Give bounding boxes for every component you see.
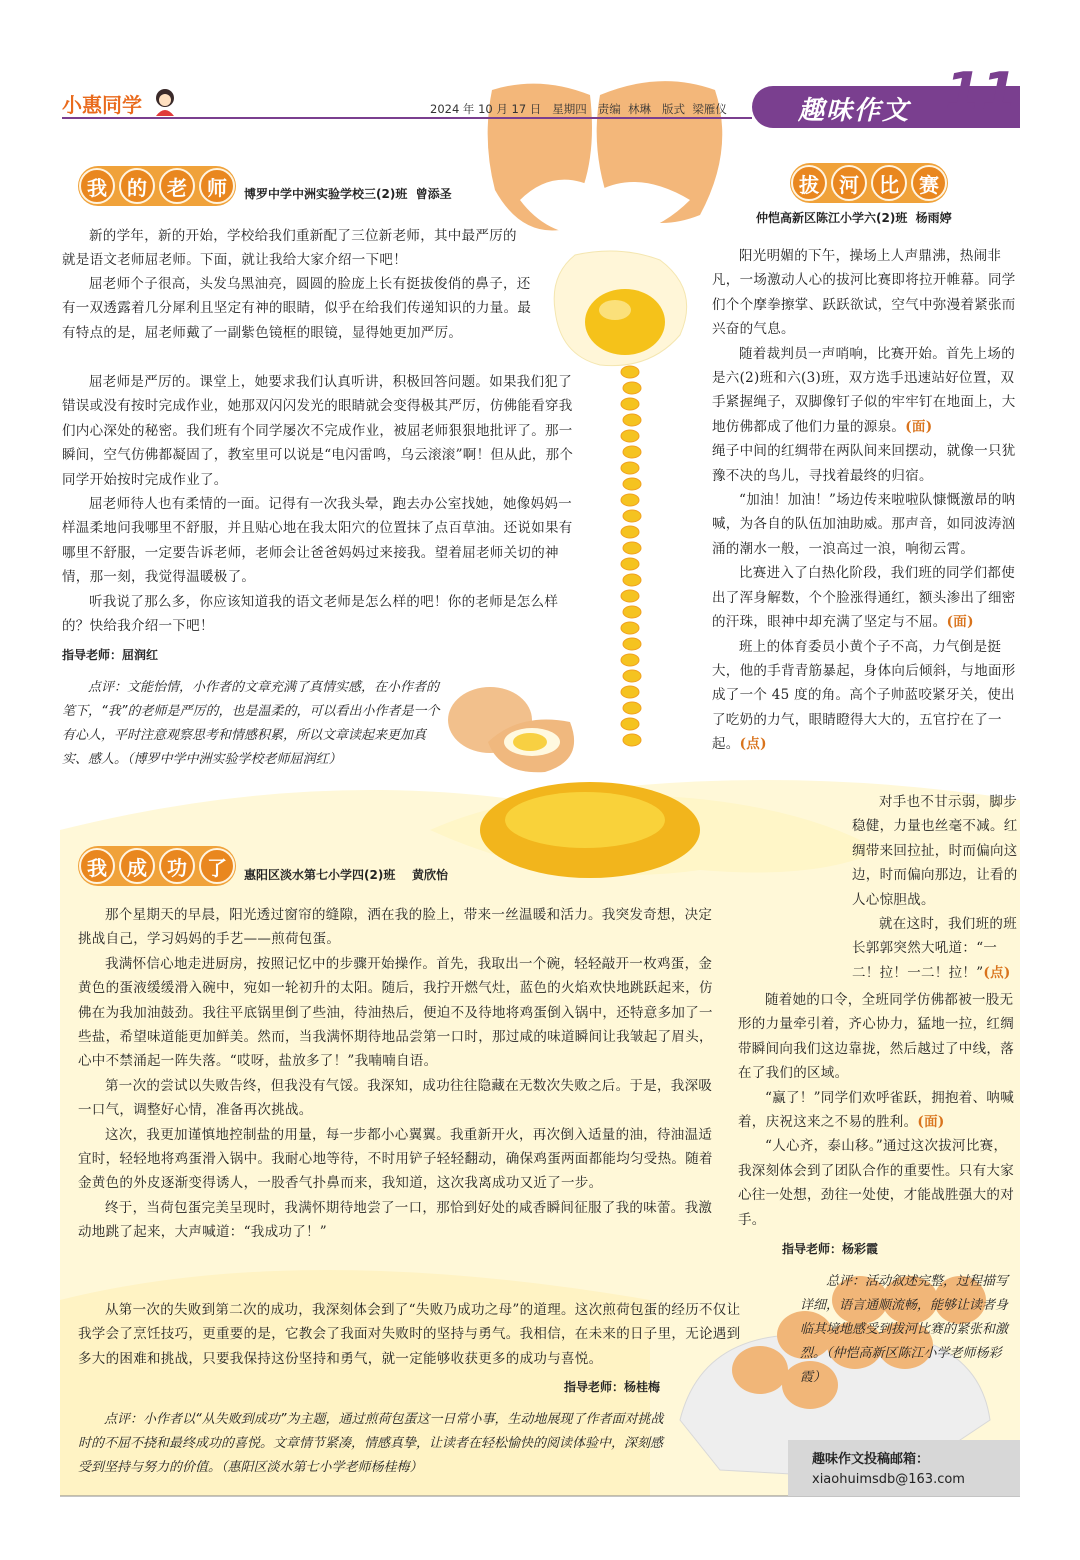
article2-byline: 仲恺高新区陈江小学六(2)班 杨雨婷 bbox=[756, 211, 952, 225]
page-number: 11 bbox=[945, 62, 1018, 122]
article3-body-last bbox=[78, 1298, 746, 1371]
title-char: 师 bbox=[199, 168, 235, 204]
article1-body-c bbox=[62, 370, 577, 638]
paragraph: “人心齐，泰山移。”通过这次拔河比赛，我深刻体会到了团队合作的重要性。只有大家心往一处想，劲往一处使，才能战胜强大的对手。 bbox=[738, 1138, 1014, 1228]
title-char: 的 bbox=[119, 168, 155, 204]
paragraph: 绳子中间的红绸带在两队间来回摆动，就像一只犹豫不决的鸟儿，寻找着最终的归宿。 bbox=[712, 443, 1016, 484]
header-rule bbox=[62, 117, 752, 119]
title-char: 老 bbox=[159, 168, 195, 204]
article2-teacher: 指导老师：杨彩霞 bbox=[782, 1242, 879, 1256]
section-title: 趣味作文 bbox=[798, 96, 911, 126]
paragraph: 随着裁判员一声哨响，比赛开始。首先上场的是六(2)班和六(3)班，双方选手迅速站好位置，双手紧握绳子，双脚像钉子似的牢牢钉在地面上，大地仿佛都成了他们力量的源泉。(面) bbox=[712, 345, 1016, 435]
paragraph: “赢了！”同学们欢呼雀跃，拥抱着、呐喊着，庆祝这来之不易的胜利。(面) bbox=[738, 1089, 1015, 1131]
article1-teacher: 指导老师：屈润红 bbox=[62, 648, 159, 662]
paragraph: 阳光明媚的下午，操场上人声鼎沸，热闹非凡，一场激动人心的拔河比赛即将拉开帷幕。同学们个个摩拳擦掌、跃跃欲试，空气中弥漫着紧张而兴奋的气息。 bbox=[712, 248, 1016, 338]
title-char: 我 bbox=[79, 168, 115, 204]
paragraph: 屈老师是严厉的。课堂上，她要求我们认真听讲，积极回答问题。如果我们犯了错误或没有按时完成作业，她那双闪闪发光的眼睛就会变得极其严厉，仿佛能看穿我们内心深处的秘密。我们班有个同学屡次不完成作业，被屈老师狠狠地批评了。那一瞬间，空气仿佛都凝固了，教室里可以说是“电闪雷鸣，乌云滚滚”啊！但从此，那个同学开始按时完成作业了。 bbox=[62, 374, 574, 488]
paragraph: 就在这时，我们班的班长郭郭突然大吼道：“一二！拉！一二！拉！”(点) bbox=[852, 916, 1017, 981]
mark-label: (面) bbox=[905, 418, 933, 435]
article2-body-a bbox=[712, 244, 1020, 757]
article3-comment: 点评：小作者以“从失败到成功”为主题，通过煎荷包蛋这一日常小事，生动地展现了作者面对挑战时的不屈不挠和最终成功的喜悦。文章情节紧凑，情感真挚，让读者在轻松愉快的阅读体验中，深刻感受到坚持与努力的价值。（惠阳区淡水第七小学老师杨桂梅） bbox=[78, 1412, 664, 1475]
mark-label: (点) bbox=[983, 964, 1011, 981]
submission-email[interactable]: xiaohuimsdb@163.com bbox=[812, 1472, 965, 1487]
title-char: 拔 bbox=[791, 165, 827, 201]
article3-body bbox=[78, 903, 720, 1245]
title-char: 成 bbox=[119, 848, 155, 884]
paragraph: 新的学年，新的开始，学校给我们重新配了三位新老师，其中最严厉的就是语文老师屈老师。下面，就让我给大家介绍一下吧！ bbox=[62, 228, 517, 269]
title-char: 我 bbox=[79, 848, 115, 884]
paragraph: 第一次的尝试以失败告终，但我没有气馁。我深知，成功往往隐藏在无数次失败之后。于是，我深吸一口气，调整好心情，准备再次挑战。 bbox=[78, 1077, 713, 1119]
mark-label: (点) bbox=[739, 736, 767, 753]
logo-text: 小惠同学 bbox=[62, 92, 142, 117]
mark-label: (面) bbox=[917, 1114, 945, 1131]
title-char: 赛 bbox=[911, 165, 947, 201]
article2-title bbox=[790, 163, 948, 203]
article2-comment: 总评：活动叙述完整，过程描写详细，语言通顺流畅，能够让读者身临其境地感受到拔河比赛的紧张和激烈。（仲恺高新区陈江小学老师杨彩霞） bbox=[800, 1274, 1009, 1385]
paragraph: 屈老师个子很高，头发乌黑油亮，圆圆的脸庞上长有挺拔俊俏的鼻子，还有一双透露着几分犀利且坚定有神的眼睛，似乎在给我们传递知识的力量。最有特点的是，屈老师戴了一副紫色镜框的眼镜，显得她更加严厉。 bbox=[62, 276, 532, 341]
article1-comment: 点评：文能怡情，小作者的文章充满了真情实感，在小作者的笔下，“我”的老师是严厉的，也是温柔的，可以看出小作者是一个有心人，平时注意观察思考和情感积累，所以文章读起来更加真实、感人。（博罗中学中洲实验学校老师屈润红） bbox=[62, 680, 440, 767]
paragraph: 随着她的口令，全班同学仿佛都被一股无形的力量牵引着，齐心协力，猛地一拉，红绸带瞬间向我们这边靠拢，然后越过了中线，落在了我们的区域。 bbox=[738, 992, 1014, 1082]
date-line: 2024 年 10 月 17 日 星期四 责编 林琳 版式 梁雁仪 bbox=[430, 102, 727, 116]
title-char: 河 bbox=[831, 165, 867, 201]
paragraph: 比赛进入了白热化阶段，我们班的同学们都使出了浑身解数，个个脸涨得通红，额头渗出了细密的汗珠，眼神中却充满了坚定与不屈。(面) bbox=[712, 565, 1016, 631]
article1-byline: 博罗中学中洲实验学校三(2)班 曾添圣 bbox=[244, 187, 452, 201]
mascot-icon bbox=[148, 86, 182, 120]
article3-teacher: 指导老师：杨桂梅 bbox=[564, 1380, 661, 1394]
paragraph: 我满怀信心地走进厨房，按照记忆中的步骤开始操作。首先，我取出一个碗，轻轻敲开一枚鸡蛋，金黄色的蛋液缓缓滑入碗中，宛如一轮初升的太阳。随后，我拧开燃气灶，蓝色的火焰欢快地跳跃起来，仿佛在为我加油鼓劲。我往平底锅里倒了些油，待油热后，便迫不及待地将鸡蛋倒入锅中，还特意多加了一些盐，希望味道能更加鲜美。然而，当我满怀期待地品尝第一口时，那过咸的味道瞬间让我皱起了眉头，心中不禁涌起一阵失落。“哎呀，盐放多了！”我喃喃自语。 bbox=[78, 955, 713, 1070]
paragraph: 对手也不甘示弱，脚步稳健，力量也丝毫不减。红绸带来回拉扯，时而偏向这边，时而偏向那边，让看的人心惊胆战。 bbox=[852, 794, 1018, 908]
title-char: 比 bbox=[871, 165, 907, 201]
submission-label: 趣味作文投稿邮箱： bbox=[812, 1452, 930, 1467]
header-logo bbox=[62, 86, 182, 120]
paragraph: 终于，当荷包蛋完美呈现时，我满怀期待地尝了一口，那恰到好处的咸香瞬间征服了我的味蕾。我激动地跳了起来，大声喊道：“我成功了！” bbox=[78, 1199, 713, 1241]
article2-body-c bbox=[738, 988, 1020, 1232]
paragraph: 这次，我更加谨慎地控制盐的用量，每一步都小心翼翼。我重新开火，再次倒入适量的油，待油温适宜时，轻轻地将鸡蛋滑入锅中。我耐心地等待，不时用铲子轻轻翻动，确保鸡蛋两面都能均匀受热。随着金黄色的外皮逐渐变得诱人，一股香气扑鼻而来，我知道，这次我离成功又近了一步。 bbox=[78, 1126, 713, 1192]
article2-body-b bbox=[852, 790, 1020, 985]
article3-title bbox=[78, 846, 236, 886]
paragraph: “加油！加油！”场边传来啦啦队慷慨激昂的呐喊，为各自的队伍加油助威。那声音，如同波涛汹涌的潮水一般，一浪高过一浪，响彻云霄。 bbox=[712, 492, 1016, 557]
paragraph: 那个星期天的早晨，阳光透过窗帘的缝隙，洒在我的脸上，带来一丝温暖和活力。我突发奇想，决定挑战自己，学习妈妈的手艺——煎荷包蛋。 bbox=[78, 907, 713, 948]
title-char: 了 bbox=[199, 848, 235, 884]
paragraph: 从第一次的失败到第二次的成功，我深刻体会到了“失败乃成功之母”的道理。这次煎荷包蛋的经历不仅让我学会了烹饪技巧，更重要的是，它教会了我面对失败时的坚持与勇气。我相信，在未来的日子里，无论遇到多大的困难和挑战，只要我保持这份坚持和勇气，就一定能够收获更多的成功与喜悦。 bbox=[78, 1302, 741, 1367]
article1-body-b bbox=[62, 272, 542, 345]
article1-title bbox=[78, 166, 236, 206]
paragraph: 听我说了那么多，你应该知道我的语文老师是怎么样的吧！你的老师是怎么样的？快给我介绍一下吧！ bbox=[62, 593, 559, 635]
article3-byline: 惠阳区淡水第七小学四(2)班 黄欣怡 bbox=[244, 868, 449, 882]
paragraph: 班上的体育委员小黄个子不高，力气倒是挺大，他的手背青筋暴起，身体向后倾斜，与地面形成了一个 45 度的角。高个子帅蓝咬紧牙关，使出了吃奶的力气，眼睛瞪得大大的，五官拧在了一起。(点) bbox=[712, 638, 1016, 753]
paragraph: 屈老师待人也有柔情的一面。记得有一次我头晕，跑去办公室找她，她像妈妈一样温柔地问我哪里不舒服，并且贴心地在我太阳穴的位置抹了点百草油。还说如果有哪里不舒服，一定要告诉老师，老师会让爸爸妈妈过来接我。望着屈老师关切的神情，那一刻，我觉得温暖极了。 bbox=[62, 496, 573, 586]
title-char: 功 bbox=[159, 848, 195, 884]
article1-body bbox=[62, 224, 517, 273]
mark-label: (面) bbox=[946, 614, 974, 631]
